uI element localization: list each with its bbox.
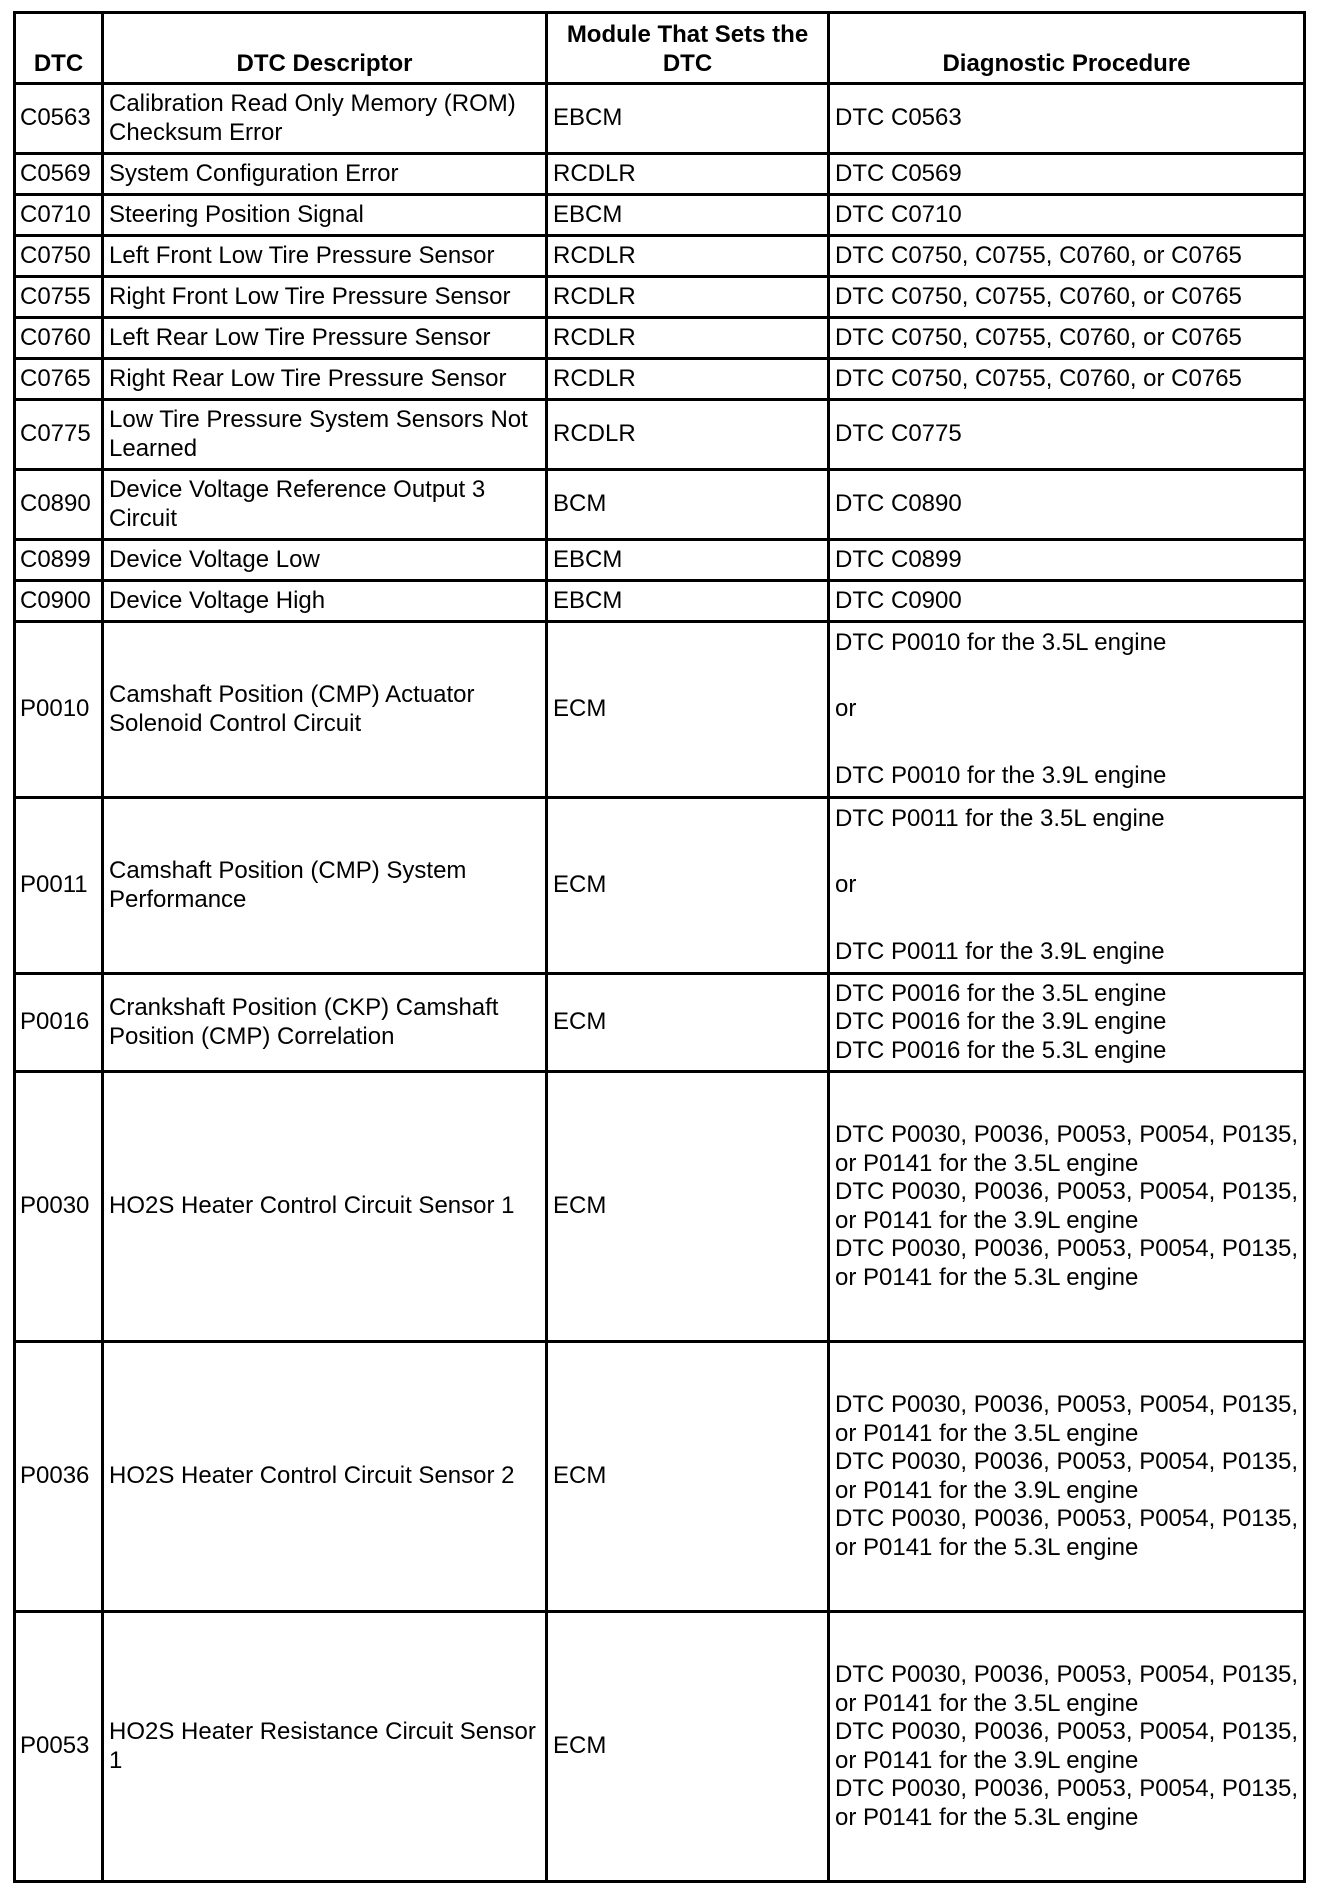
dtc-descriptor: Device Voltage Reference Output 3 Circuit xyxy=(103,470,547,540)
dtc-code: C0765 xyxy=(15,359,103,400)
table-row xyxy=(15,400,1305,470)
dtc-code: P0030 xyxy=(15,1072,103,1342)
dtc-descriptor: Camshaft Position (CMP) Actuator Solenoid Control Circuit xyxy=(103,622,547,798)
table-row xyxy=(15,540,1305,581)
procedure-option: DTC P0030, P0036, P0053, P0054, P0135, or P0141 for the 3.9L engine xyxy=(835,1718,1298,1774)
dtc-descriptor: HO2S Heater Control Circuit Sensor 2 xyxy=(103,1342,547,1612)
procedure-option: DTC P0016 for the 3.5L engine xyxy=(835,979,1167,1007)
dtc-descriptor: Camshaft Position (CMP) System Performance xyxy=(103,798,547,974)
diagnostic-procedure xyxy=(829,974,1305,1072)
diagnostic-procedure xyxy=(829,1612,1305,1882)
table-row xyxy=(15,236,1305,277)
table-row xyxy=(15,154,1305,195)
header-descriptor: DTC Descriptor xyxy=(103,13,547,84)
diagnostic-procedure: DTC C0750, C0755, C0760, or C0765 xyxy=(829,236,1305,277)
diagnostic-procedure: DTC C0750, C0755, C0760, or C0765 xyxy=(829,359,1305,400)
dtc-code: P0036 xyxy=(15,1342,103,1612)
dtc-descriptor: Device Voltage Low xyxy=(103,540,547,581)
table-row xyxy=(15,1342,1305,1612)
diagnostic-procedure xyxy=(829,1342,1305,1612)
table-row xyxy=(15,581,1305,622)
table-row xyxy=(15,277,1305,318)
dtc-code: C0563 xyxy=(15,84,103,154)
procedure-option: DTC P0010 for the 3.5L engine xyxy=(835,628,1167,656)
setting-module: BCM xyxy=(547,470,829,540)
dtc-descriptor: Device Voltage High xyxy=(103,581,547,622)
setting-module: RCDLR xyxy=(547,154,829,195)
procedure-or: or xyxy=(835,871,857,899)
diagnostic-procedure: DTC C0750, C0755, C0760, or C0765 xyxy=(829,318,1305,359)
dtc-descriptor: Crankshaft Position (CKP) Camshaft Position (CMP) Correlation xyxy=(103,974,547,1072)
dtc-descriptor: Steering Position Signal xyxy=(103,195,547,236)
dtc-table xyxy=(13,11,1306,1883)
dtc-descriptor: Left Rear Low Tire Pressure Sensor xyxy=(103,318,547,359)
spacer xyxy=(835,900,1298,938)
table-row xyxy=(15,84,1305,154)
dtc-descriptor: Right Front Low Tire Pressure Sensor xyxy=(103,277,547,318)
table-row xyxy=(15,318,1305,359)
setting-module: EBCM xyxy=(547,195,829,236)
setting-module: RCDLR xyxy=(547,400,829,470)
setting-module: EBCM xyxy=(547,581,829,622)
procedure-option: DTC P0016 for the 3.9L engine xyxy=(835,1008,1167,1036)
setting-module: RCDLR xyxy=(547,236,829,277)
setting-module: RCDLR xyxy=(547,318,829,359)
table-row xyxy=(15,1612,1305,1882)
dtc-code: C0569 xyxy=(15,154,103,195)
spacer xyxy=(835,657,1298,695)
diagnostic-procedure: DTC C0710 xyxy=(829,195,1305,236)
diagnostic-procedure: DTC C0775 xyxy=(829,400,1305,470)
procedure-option: DTC P0030, P0036, P0053, P0054, P0135, or P0141 for the 5.3L engine xyxy=(835,1235,1298,1291)
dtc-code: C0775 xyxy=(15,400,103,470)
dtc-descriptor: Left Front Low Tire Pressure Sensor xyxy=(103,236,547,277)
procedure-option: DTC P0030, P0036, P0053, P0054, P0135, or P0141 for the 3.9L engine xyxy=(835,1178,1298,1234)
header-module: Module That Sets the DTC xyxy=(547,13,829,84)
setting-module: ECM xyxy=(547,1342,829,1612)
dtc-code: C0760 xyxy=(15,318,103,359)
diagnostic-procedure xyxy=(829,798,1305,974)
setting-module: ECM xyxy=(547,1072,829,1342)
dtc-descriptor: HO2S Heater Resistance Circuit Sensor 1 xyxy=(103,1612,547,1882)
spacer xyxy=(835,833,1298,871)
table-row xyxy=(15,974,1305,1072)
setting-module: RCDLR xyxy=(547,359,829,400)
dtc-code: C0710 xyxy=(15,195,103,236)
dtc-code: P0053 xyxy=(15,1612,103,1882)
procedure-option: DTC P0030, P0036, P0053, P0054, P0135, or P0141 for the 3.9L engine xyxy=(835,1448,1298,1504)
setting-module: EBCM xyxy=(547,540,829,581)
setting-module: ECM xyxy=(547,798,829,974)
dtc-descriptor: Right Rear Low Tire Pressure Sensor xyxy=(103,359,547,400)
header-dtc: DTC xyxy=(15,13,103,84)
diagnostic-procedure xyxy=(829,1072,1305,1342)
dtc-code: P0011 xyxy=(15,798,103,974)
diagnostic-procedure xyxy=(829,622,1305,798)
diagnostic-procedure: DTC C0900 xyxy=(829,581,1305,622)
setting-module: ECM xyxy=(547,622,829,798)
table-row xyxy=(15,470,1305,540)
dtc-descriptor: System Configuration Error xyxy=(103,154,547,195)
procedure-option: DTC P0011 for the 3.9L engine xyxy=(835,937,1165,965)
dtc-code: C0890 xyxy=(15,470,103,540)
diagnostic-procedure: DTC C0563 xyxy=(829,84,1305,154)
procedure-option: DTC P0010 for the 3.9L engine xyxy=(835,761,1167,789)
diagnostic-procedure: DTC C0890 xyxy=(829,470,1305,540)
dtc-document xyxy=(13,11,1303,1883)
procedure-or: or xyxy=(835,695,857,723)
setting-module: EBCM xyxy=(547,84,829,154)
procedure-option: DTC P0011 for the 3.5L engine xyxy=(835,804,1165,832)
diagnostic-procedure: DTC C0569 xyxy=(829,154,1305,195)
procedure-option: DTC P0030, P0036, P0053, P0054, P0135, or P0141 for the 3.5L engine xyxy=(835,1121,1298,1177)
dtc-code: C0900 xyxy=(15,581,103,622)
table-row xyxy=(15,1072,1305,1342)
table-header-row xyxy=(15,13,1305,84)
dtc-code: C0755 xyxy=(15,277,103,318)
table-row xyxy=(15,622,1305,798)
procedure-option: DTC P0030, P0036, P0053, P0054, P0135, or P0141 for the 5.3L engine xyxy=(835,1505,1298,1561)
dtc-descriptor: Low Tire Pressure System Sensors Not Learned xyxy=(103,400,547,470)
setting-module: ECM xyxy=(547,1612,829,1882)
procedure-option: DTC P0016 for the 5.3L engine xyxy=(835,1036,1167,1064)
procedure-option: DTC P0030, P0036, P0053, P0054, P0135, or P0141 for the 5.3L engine xyxy=(835,1775,1298,1831)
table-row xyxy=(15,359,1305,400)
diagnostic-procedure: DTC C0899 xyxy=(829,540,1305,581)
procedure-option: DTC P0030, P0036, P0053, P0054, P0135, or P0141 for the 3.5L engine xyxy=(835,1661,1298,1717)
setting-module: RCDLR xyxy=(547,277,829,318)
spacer xyxy=(835,724,1298,762)
dtc-code: P0010 xyxy=(15,622,103,798)
dtc-code: C0750 xyxy=(15,236,103,277)
dtc-code: C0899 xyxy=(15,540,103,581)
table-row xyxy=(15,195,1305,236)
diagnostic-procedure: DTC C0750, C0755, C0760, or C0765 xyxy=(829,277,1305,318)
dtc-descriptor: HO2S Heater Control Circuit Sensor 1 xyxy=(103,1072,547,1342)
dtc-descriptor: Calibration Read Only Memory (ROM) Checksum Error xyxy=(103,84,547,154)
dtc-code: P0016 xyxy=(15,974,103,1072)
setting-module: ECM xyxy=(547,974,829,1072)
procedure-option: DTC P0030, P0036, P0053, P0054, P0135, or P0141 for the 3.5L engine xyxy=(835,1391,1298,1447)
header-procedure: Diagnostic Procedure xyxy=(829,13,1305,84)
table-row xyxy=(15,798,1305,974)
